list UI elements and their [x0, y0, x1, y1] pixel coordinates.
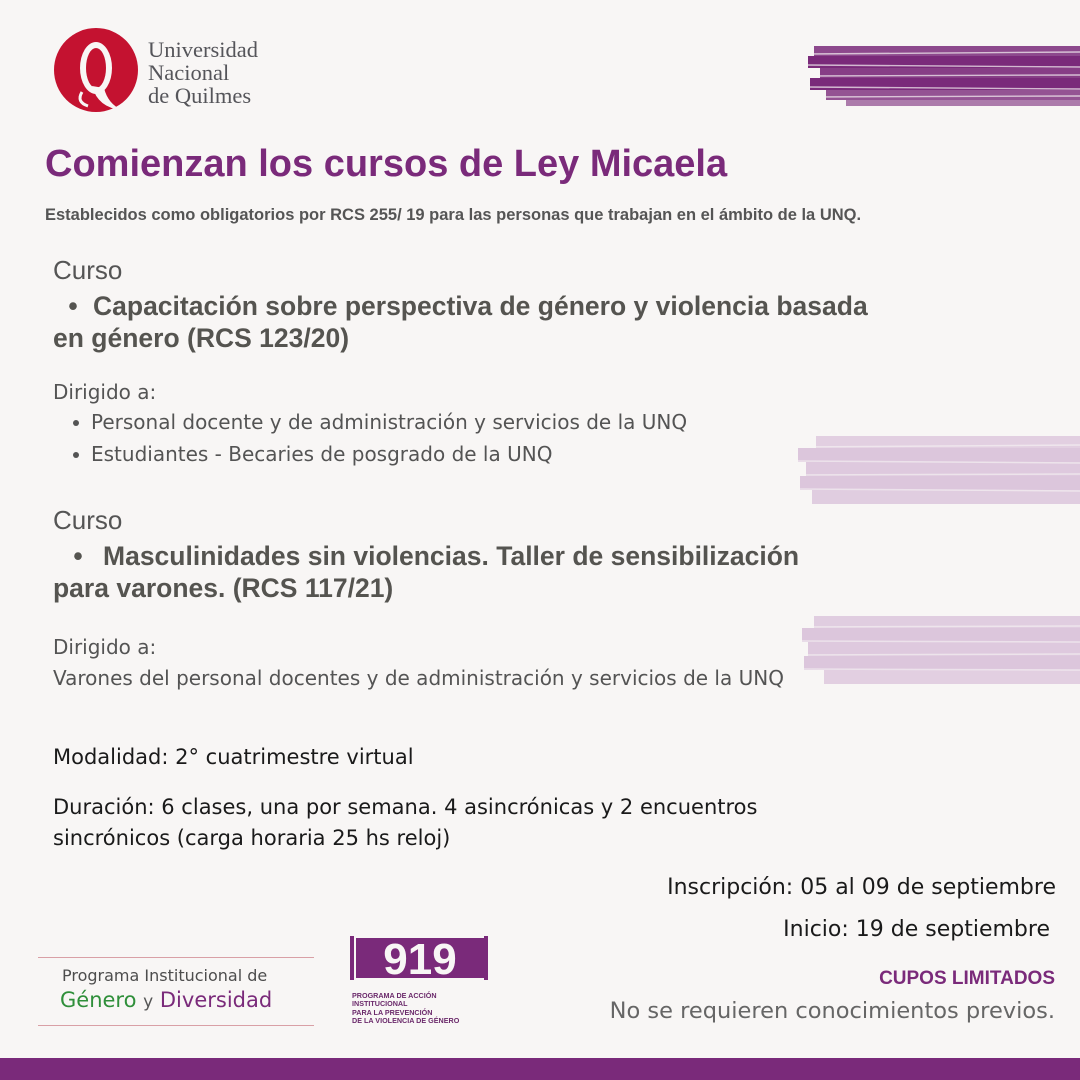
programa-919-logo: [350, 934, 490, 1034]
modalidad-text: Modalidad: 2° cuatrimestre virtual: [53, 745, 414, 769]
p919-line: PROGRAMA DE ACCIÓN: [352, 991, 437, 1000]
duracion-line: sincrónicos (carga horaria 25 hs reloj): [53, 826, 451, 850]
list-item: Personal docente y de administración y servicios de la UNQ: [53, 406, 687, 438]
directed-label: Dirigido a:: [53, 635, 157, 659]
duracion-text: [53, 792, 757, 854]
list-item: Estudiantes - Becaries de posgrado de la UNQ: [53, 438, 687, 470]
course-title-line: Capacitación sobre perspectiva de género y violencia basada: [93, 291, 868, 321]
course-label: Curso: [53, 505, 123, 535]
previos-text: No se requieren conocimientos previos.: [609, 998, 1055, 1024]
logo-line: Universidad: [148, 37, 258, 62]
unq-wordmark: [148, 38, 258, 107]
programa-genero: Género: [60, 988, 137, 1012]
divider: [38, 957, 314, 958]
course-title-line: Masculinidades sin violencias. Taller de sensibilización: [103, 541, 800, 571]
programa-y: y: [143, 992, 154, 1012]
inicio-text: Inicio: 19 de septiembre: [783, 917, 1050, 942]
logo-line: de Quilmes: [148, 83, 252, 108]
duracion-line: Duración: 6 clases, una por semana. 4 asincrónicas y 2 encuentros: [53, 795, 758, 819]
course-title: [53, 290, 868, 354]
cupos-badge: CUPOS LIMITADOS: [879, 968, 1055, 989]
programa-genero-logo: [38, 957, 314, 1027]
target-text: Varones del personal docentes y de administración y servicios de la UNQ: [53, 666, 784, 690]
unq-q-emblem-icon: [52, 26, 140, 118]
brush-stroke-dark: [806, 40, 1080, 108]
bullet-icon: •: [73, 541, 83, 571]
divider: [38, 1025, 314, 1026]
bullet-icon: •: [68, 291, 78, 321]
inscripcion-text: Inscripción: 05 al 09 de septiembre: [667, 875, 1056, 900]
course-title-line: para varones. (RCS 117/21): [53, 573, 394, 603]
logo-line: Nacional: [148, 60, 230, 85]
p919-emblem-icon: [350, 934, 488, 984]
p919-line: INSTITUCIONAL: [352, 999, 408, 1009]
p919-line: PARA LA PREVENCIÓN: [352, 1007, 433, 1017]
course-title: [53, 540, 799, 604]
directed-label: Dirigido a:: [53, 380, 157, 404]
target-list: [53, 406, 687, 470]
p919-caption: [352, 992, 459, 1025]
programa-line: Programa Institucional de: [62, 966, 268, 985]
brush-stroke-light: [800, 612, 1080, 690]
p919-number: 919: [383, 935, 457, 984]
brush-stroke-light: [796, 432, 1080, 508]
bottom-bar: [0, 1058, 1080, 1080]
page-subtitle: Establecidos como obligatorios por RCS 255/ 19 para las personas que trabajan en el ámbito de la UNQ.: [45, 206, 862, 224]
course-title-line: en género (RCS 123/20): [53, 323, 350, 353]
unq-logo: [52, 26, 302, 118]
programa-diversidad: Diversidad: [159, 988, 273, 1012]
p919-line: DE LA VIOLENCIA DE GÉNERO: [352, 1015, 460, 1025]
page-title: Comienzan los cursos de Ley Micaela: [45, 143, 728, 185]
course-label: Curso: [53, 255, 123, 285]
programa-line: [60, 988, 272, 1012]
